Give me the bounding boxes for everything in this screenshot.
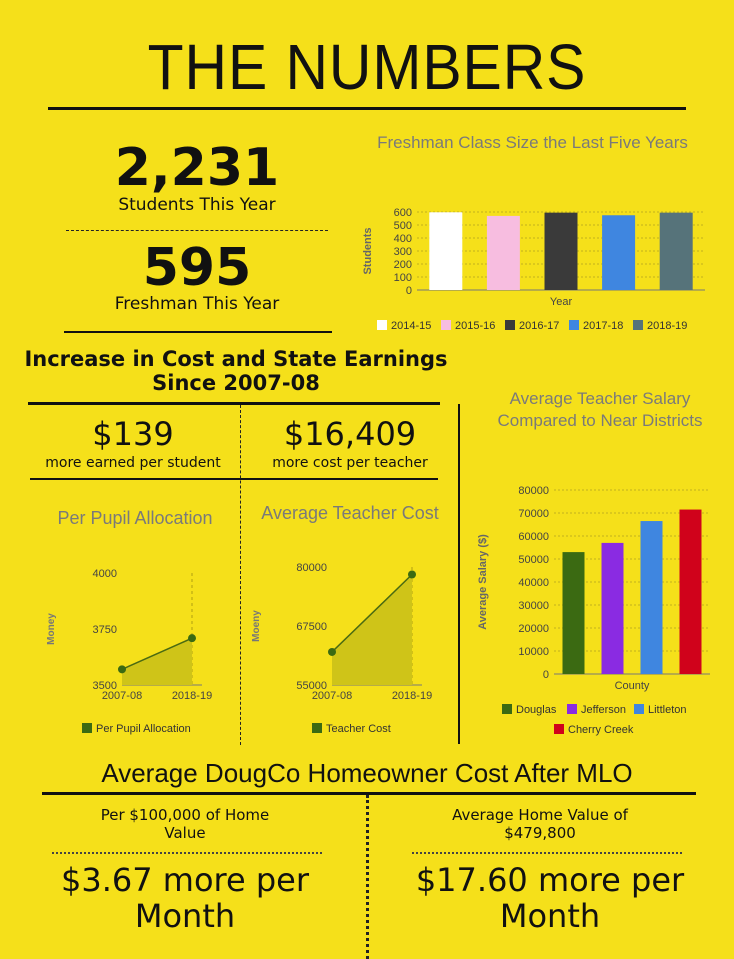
freshman-chart (355, 195, 715, 340)
legend-swatch (312, 723, 322, 733)
y-axis-label: Moeny (251, 610, 262, 642)
legend-swatch (441, 320, 451, 330)
freshman-label: Freshman This Year (114, 294, 280, 314)
bar (660, 213, 693, 290)
salary-chart-title: Average Teacher Salary Compared to Near Districts (497, 389, 703, 430)
legend-swatch (82, 723, 92, 733)
mlo-column-divider (366, 795, 369, 959)
data-point (328, 648, 336, 656)
per-teacher-value: $16,409 (283, 415, 417, 453)
legend-swatch (554, 724, 564, 734)
y-tick-label: 30000 (518, 600, 549, 612)
y-tick-label: 100 (393, 272, 412, 284)
teacher-chart-title: Average Teacher Cost (261, 503, 439, 523)
bar (680, 510, 702, 674)
legend-label: Douglas (516, 704, 557, 716)
legend-label: 2014-15 (391, 320, 432, 332)
teacher-chart (245, 555, 455, 743)
y-tick-label: 0 (405, 285, 412, 297)
mlo-right-value: $17.60 more per Month (415, 861, 685, 935)
y-tick-label: 67500 (296, 621, 327, 633)
legend-swatch (505, 320, 515, 330)
y-tick-label: 80000 (296, 562, 327, 574)
legend-swatch (633, 320, 643, 330)
legend-swatch (634, 704, 644, 714)
mlo-heading: Average DougCo Homeowner Cost After MLO (101, 758, 633, 788)
salary-chart (470, 478, 725, 740)
cost-heading-line1: Increase in Cost and State Earnings (24, 347, 448, 371)
mlo-right-divider (412, 852, 682, 854)
data-point (188, 634, 196, 642)
data-point (408, 571, 416, 579)
y-tick-label: 55000 (296, 680, 327, 692)
mlo-left-value: $3.67 more per Month (61, 861, 309, 935)
mlo-left-divider (52, 852, 322, 854)
legend-label: Per Pupil Allocation (96, 723, 191, 735)
bar (641, 521, 663, 674)
legend-label: Littleton (648, 704, 687, 716)
bar (429, 212, 462, 290)
y-tick-label: 60000 (518, 531, 549, 543)
legend-label: 2017-18 (583, 320, 624, 332)
area-fill (122, 638, 192, 685)
legend-label: Cherry Creek (568, 724, 634, 736)
y-tick-label: 3750 (92, 624, 117, 636)
legend-label: 2015-16 (455, 320, 496, 332)
bar (602, 215, 635, 290)
legend-swatch (567, 704, 577, 714)
per-teacher-label: more cost per teacher (272, 455, 428, 471)
bar (545, 213, 578, 290)
x-axis-label: Year (549, 296, 573, 308)
x-tick-label: 2018-19 (171, 690, 213, 702)
freshman-chart-title: Freshman Class Size the Last Five Years (377, 133, 688, 152)
cost-mid-rule (30, 478, 438, 480)
cost-column-divider (240, 405, 241, 745)
x-tick-label: 2007-08 (311, 690, 353, 702)
students-count: 2,231 (114, 138, 280, 198)
y-tick-label: 300 (393, 246, 412, 258)
cost-top-rule (28, 402, 440, 405)
legend-label: 2016-17 (519, 320, 560, 332)
page-title: THE NUMBERS (147, 31, 587, 103)
area-fill (332, 575, 412, 685)
per-student-label: more earned per student (45, 455, 221, 471)
cost-heading-line2: Since 2007-08 (152, 371, 320, 395)
mlo-right-label: Average Home Value of $479,800 (452, 806, 628, 842)
stats-divider (66, 230, 328, 231)
pupil-chart-title: Per Pupil Allocation (57, 508, 213, 528)
y-tick-label: 40000 (518, 577, 549, 589)
y-tick-label: 0 (542, 669, 549, 681)
y-tick-label: 500 (393, 220, 412, 232)
title-divider (48, 107, 686, 110)
bar (602, 543, 624, 674)
legend-label: 2018-19 (647, 320, 688, 332)
legend-label: Jefferson (581, 704, 627, 716)
y-tick-label: 400 (393, 233, 412, 245)
y-tick-label: 70000 (518, 508, 549, 520)
legend-swatch (377, 320, 387, 330)
x-axis-label: County (614, 680, 650, 692)
legend-label: Teacher Cost (326, 723, 391, 735)
data-point (118, 665, 126, 673)
mlo-left-label: Per $100,000 of Home Value (100, 806, 270, 842)
y-tick-label: 200 (393, 259, 412, 271)
y-tick-label: 10000 (518, 646, 549, 658)
students-label: Students This Year (118, 195, 276, 215)
bar (487, 216, 520, 290)
stats-bottom-rule (64, 331, 332, 333)
per-student-value: $139 (92, 415, 174, 453)
y-tick-label: 3500 (92, 680, 117, 692)
y-axis-label: Money (46, 613, 57, 645)
legend-swatch (569, 320, 579, 330)
freshman-count: 595 (142, 238, 252, 298)
y-tick-label: 600 (393, 207, 412, 219)
y-tick-label: 80000 (518, 485, 549, 497)
y-tick-label: 20000 (518, 623, 549, 635)
y-tick-label: 4000 (92, 568, 117, 580)
x-tick-label: 2007-08 (101, 690, 143, 702)
mlo-top-rule (42, 792, 696, 795)
x-tick-label: 2018-19 (391, 690, 433, 702)
pupil-chart (40, 558, 240, 743)
legend-swatch (502, 704, 512, 714)
y-axis-label: Students (362, 227, 374, 275)
y-axis-label: Average Salary ($) (477, 534, 489, 630)
salary-column-divider (458, 404, 460, 744)
y-tick-label: 50000 (518, 554, 549, 566)
bar (563, 552, 585, 674)
